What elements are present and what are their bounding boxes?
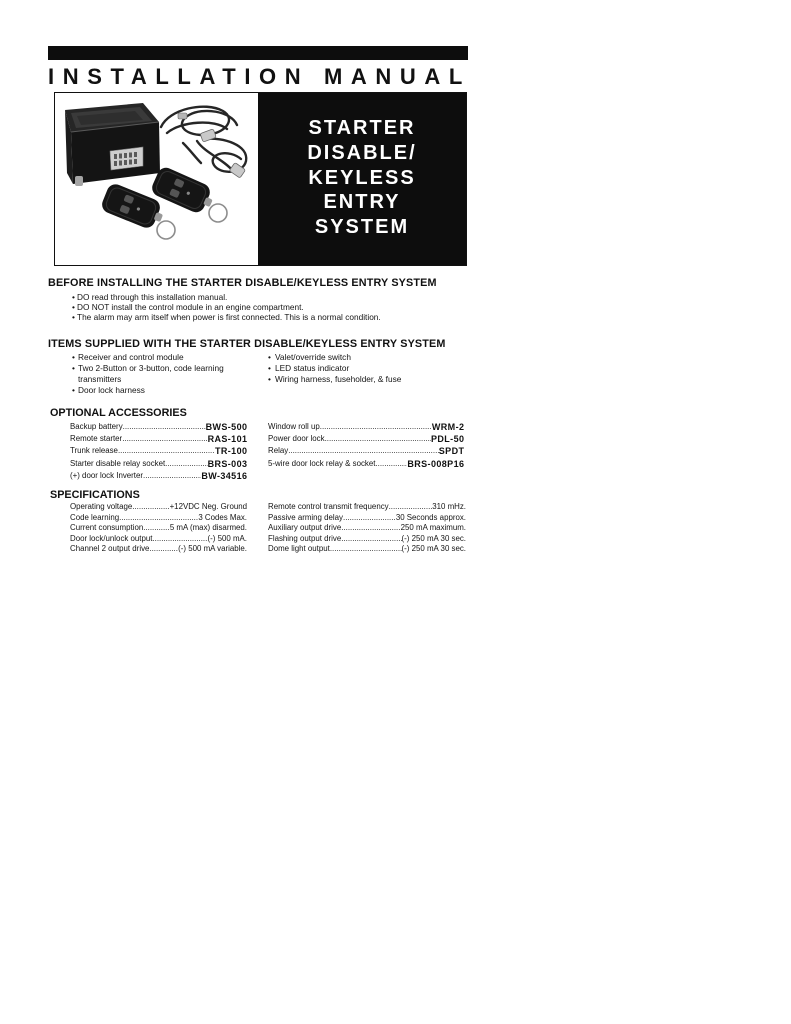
spec-label: Flashing output drive (268, 533, 342, 543)
dot-leader (123, 421, 206, 433)
list-item: • Wiring harness, fuseholder, & fuse (268, 374, 468, 385)
spec-label: Door lock/unlock output (70, 533, 153, 543)
accessory-name: Relay (268, 446, 289, 456)
spec-row (268, 534, 466, 545)
accessory-name: Window roll up (268, 422, 320, 431)
dot-leader (143, 470, 201, 482)
spec-label: Passive arming delay (268, 512, 343, 522)
spec-row (268, 502, 466, 513)
part-number: BW-34516 (201, 470, 248, 481)
dot-leader (119, 513, 198, 524)
part-number: SPDT (438, 446, 465, 457)
spec-label: Channel 2 output drive (70, 544, 150, 553)
part-number: RAS-101 (207, 434, 248, 445)
spec-value: (-) 250 mA 30 sec. (401, 533, 466, 543)
accessory-name: Starter disable relay socket (70, 458, 166, 468)
accessory-name: Power door lock (268, 434, 325, 444)
section-heading-optional-accessories: OPTIONAL ACCESSORIES (50, 407, 187, 419)
key-ring (209, 204, 227, 222)
items-supplied-list-right (268, 352, 468, 385)
product-title (258, 116, 466, 240)
part-number: PDL-50 (430, 434, 465, 445)
product-title-line: KEYLESS (308, 166, 416, 189)
dot-leader (122, 433, 207, 445)
spec-label: Current consumption (70, 523, 144, 532)
spec-row (70, 534, 247, 545)
product-title-line: DISABLE/ (307, 141, 417, 164)
spec-value: 5 mA (max) disarmed. (169, 523, 247, 532)
dot-leader (152, 534, 207, 545)
accessory-name: Backup battery (70, 422, 123, 431)
accessory-row (70, 421, 247, 433)
dot-leader (325, 433, 431, 445)
accessory-name: (+) door lock Inverter (70, 470, 144, 480)
list-item: • Valet/override switch (268, 352, 468, 363)
specifications-list-left (70, 502, 247, 555)
accessory-row (70, 433, 247, 445)
spec-label: Dome light output (268, 544, 330, 553)
spec-value: (-) 500 mA. (207, 533, 247, 543)
accessory-name: Remote starter (70, 434, 123, 444)
dot-leader (165, 458, 207, 470)
spec-label: Operating voltage (70, 502, 133, 511)
spec-row (268, 513, 466, 524)
accessory-row (268, 458, 464, 470)
before-installing-list (72, 292, 492, 322)
control-module (65, 103, 160, 186)
accessory-row (70, 458, 247, 470)
part-number: TR-100 (214, 446, 248, 457)
dot-leader (375, 458, 407, 470)
key-ring (157, 221, 175, 239)
spec-value: 3 Codes Max. (198, 512, 247, 522)
spec-row (70, 513, 247, 524)
product-title-line: STARTER (308, 117, 416, 139)
list-item: • DO read through this installation manual. (72, 292, 492, 302)
accessory-row (268, 433, 464, 445)
dot-leader (341, 523, 400, 534)
spec-label: Auxiliary output drive (268, 523, 342, 532)
accessory-name: Trunk release (70, 446, 118, 456)
items-supplied-list-left (72, 352, 252, 396)
header-bar (48, 46, 468, 60)
spec-value: 250 mA maximum. (400, 523, 466, 532)
accessories-list-right (268, 421, 464, 470)
section-heading-before-installing: BEFORE INSTALLING THE STARTER DISABLE/KEYLESS ENTRY SYSTEM (48, 277, 437, 289)
product-title-line: ENTRY (323, 191, 401, 214)
spec-row (268, 523, 466, 534)
accessory-row (268, 421, 464, 433)
spec-row (70, 502, 247, 513)
accessory-name: 5-wire door lock relay & socket (268, 458, 376, 468)
product-photo (55, 93, 258, 265)
document-title: INSTALLATION MANUAL (48, 64, 471, 89)
section-heading-items-supplied: ITEMS SUPPLIED WITH THE STARTER DISABLE/KEYLESS ENTRY SYSTEM (48, 338, 446, 350)
spec-row (268, 544, 466, 555)
spec-value: (-) 500 mA variable. (178, 544, 247, 553)
dot-leader (341, 534, 401, 545)
dot-leader (118, 445, 215, 457)
dot-leader (132, 502, 169, 513)
product-title-line: SYSTEM (314, 216, 410, 238)
list-item: • LED status indicator (268, 363, 468, 374)
accessory-row (268, 445, 464, 457)
hero-title-panel (258, 93, 466, 265)
spec-value: 310 mHz. (432, 502, 466, 511)
list-item: • Two 2-Button or 3-button, code learning transmitters (72, 363, 252, 385)
hero-banner (54, 92, 467, 266)
spec-label: Remote control transmit frequency (268, 502, 389, 511)
dot-leader (149, 544, 178, 555)
dot-leader (343, 513, 396, 524)
dot-leader (389, 502, 433, 513)
part-number: WRM-2 (431, 422, 465, 432)
dot-leader (288, 445, 439, 457)
part-number: BRS-003 (207, 458, 248, 469)
spec-row (70, 523, 247, 534)
accessory-row (70, 470, 247, 482)
list-item: • The alarm may arm itself when power is first connected. This is a normal condition. (72, 312, 492, 322)
list-item: • Receiver and control module (72, 352, 252, 363)
spec-label: Code learning (70, 512, 120, 522)
dot-leader (330, 544, 402, 555)
spec-value: (-) 250 mA 30 sec. (401, 544, 466, 553)
part-number: BWS-500 (205, 422, 248, 432)
accessories-list-left (70, 421, 247, 482)
list-item: • DO NOT install the control module in an engine compartment. (72, 302, 492, 312)
spec-value: +12VDC Neg. Ground (169, 502, 247, 511)
dot-leader (143, 523, 170, 534)
spec-row (70, 544, 247, 555)
section-heading-specifications: SPECIFICATIONS (50, 489, 140, 501)
list-item: • Door lock harness (72, 385, 252, 396)
spec-value: 30 Seconds approx. (395, 512, 466, 522)
dot-leader (320, 421, 432, 433)
accessory-row (70, 445, 247, 457)
specifications-list-right (268, 502, 466, 555)
part-number: BRS-008P16 (407, 458, 465, 469)
